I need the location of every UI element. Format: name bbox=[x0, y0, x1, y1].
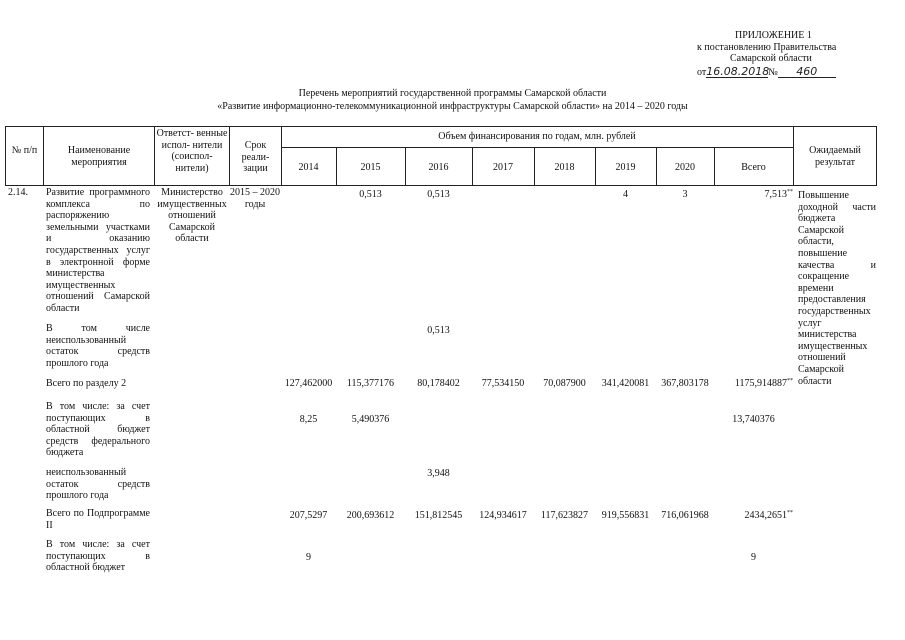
row-unused-balance-2016: 0,513 bbox=[427, 325, 450, 336]
appendix-line3: Самарской области bbox=[730, 53, 812, 64]
header-year-2018: 2018 bbox=[554, 162, 575, 173]
row-subprogram-total-2016: 151,812545 bbox=[414, 510, 463, 521]
header-year-2020: 2020 bbox=[675, 162, 695, 173]
row-section-total-2016: 80,178402 bbox=[417, 378, 460, 389]
row-2-14-2020: 3 bbox=[682, 189, 688, 200]
row-prev-year-balance-2016: 3,948 bbox=[427, 468, 450, 479]
row-section-total-total: 1175,914887** bbox=[734, 378, 793, 389]
row-2-14-2016: 0,513 bbox=[427, 189, 450, 200]
header-num: № п/п bbox=[11, 145, 38, 156]
row-2-14-result: Повышение доходной части бюджета Самарской области, повышение качества и сокращение времени предоставления государственных услуг министерства имущественных отношений Самарской области bbox=[798, 190, 876, 387]
header-year-2016: 2016 bbox=[428, 162, 449, 173]
row-2-14-2019: 4 bbox=[623, 189, 628, 200]
row-section-total-name: Всего по разделу 2 bbox=[46, 378, 127, 389]
row-2-14-total: 7,513** bbox=[764, 189, 793, 200]
document-title-line1: Перечень мероприятий государственной программы Самарской области bbox=[298, 88, 607, 99]
row-2-14-num: 2.14. bbox=[8, 187, 28, 198]
row-2-14-responsible: Министерство имущественных отношений Самарской области bbox=[157, 187, 227, 245]
row-federal-funds-name: В том числе: за счет поступающих в областной бюджет средств федерального бюджета bbox=[46, 401, 150, 459]
appendix-date-line bbox=[697, 66, 836, 78]
header-name: Наименование мероприятия bbox=[67, 145, 131, 168]
header-responsible: Ответст- венные испол- нители (соиспол- нители) bbox=[156, 128, 228, 174]
row-section-total-2015: 115,377176 bbox=[346, 378, 395, 389]
row-subprogram-total-2015: 200,693612 bbox=[346, 510, 395, 521]
row-section-total-2014: 127,462000 bbox=[284, 378, 333, 389]
row-subprogram-total-2017: 124,934617 bbox=[479, 510, 527, 521]
row-unused-balance-name: В том числе неиспользованный остаток средств прошлого года bbox=[46, 323, 150, 369]
row-section-total-2017: 77,534150 bbox=[481, 378, 525, 389]
row-regional-funds-total: 9 bbox=[751, 552, 756, 563]
header-result: Ожидаемый результат bbox=[809, 145, 861, 168]
row-regional-funds-name: В том числе: за счет поступающих в областной бюджет bbox=[46, 539, 150, 574]
row-federal-funds-2014: 8,25 bbox=[299, 414, 318, 425]
row-federal-funds-2015: 5,490376 bbox=[351, 414, 390, 425]
number-prefix: № bbox=[768, 67, 778, 78]
date-prefix: от bbox=[697, 67, 707, 78]
appendix-line2: к постановлению Правительства bbox=[697, 42, 837, 53]
header-year-2015: 2015 bbox=[360, 162, 381, 173]
row-section-total-2020: 367,803178 bbox=[661, 378, 709, 389]
appendix-title: ПРИЛОЖЕНИЕ 1 bbox=[735, 30, 812, 41]
row-prev-year-balance-name: неиспользованный остаток средств прошлого года bbox=[46, 467, 150, 502]
header-year-2019: 2019 bbox=[615, 162, 636, 173]
row-regional-funds-2014: 9 bbox=[306, 552, 311, 563]
number-handwritten: 460 bbox=[778, 66, 836, 78]
row-subprogram-total-2019: 919,556831 bbox=[601, 510, 650, 521]
row-section-total-2018: 70,087900 bbox=[543, 378, 586, 389]
row-subprogram-total-name: Всего по Подпрограмме II bbox=[46, 508, 150, 531]
row-subprogram-total-2018: 117,623827 bbox=[540, 510, 589, 521]
row-2-14-name: Развитие программного комплекса по распоряжению земельными участками и оказанию государственных услуг в электронной форме министерства имущественных отношений Самарской области bbox=[46, 187, 150, 314]
header-year-2017: 2017 bbox=[493, 162, 513, 173]
row-subprogram-total-2020: 716,061968 bbox=[661, 510, 709, 521]
header-year-2014: 2014 bbox=[298, 162, 319, 173]
header-funding: Объем финансирования по годам, млн. рублей bbox=[438, 131, 636, 142]
row-subprogram-total-2014: 207,5297 bbox=[289, 510, 328, 521]
row-2-14-term: 2015 – 2020 годы bbox=[230, 187, 280, 210]
row-2-14-2015: 0,513 bbox=[359, 189, 382, 200]
date-handwritten: 16.08.2018 bbox=[706, 65, 770, 78]
row-section-total-2019: 341,420081 bbox=[601, 378, 650, 389]
row-federal-funds-total: 13,740376 bbox=[732, 414, 775, 425]
header-term: Срок реали- зации bbox=[241, 140, 270, 175]
header-year-total: Всего bbox=[741, 162, 766, 173]
document-title-line2: «Развитие информационно-телекоммуникационной инфраструктуры Самарской области» на 2014 – 2020 годы bbox=[217, 101, 688, 112]
row-subprogram-total-total: 2434,2651** bbox=[744, 510, 793, 521]
